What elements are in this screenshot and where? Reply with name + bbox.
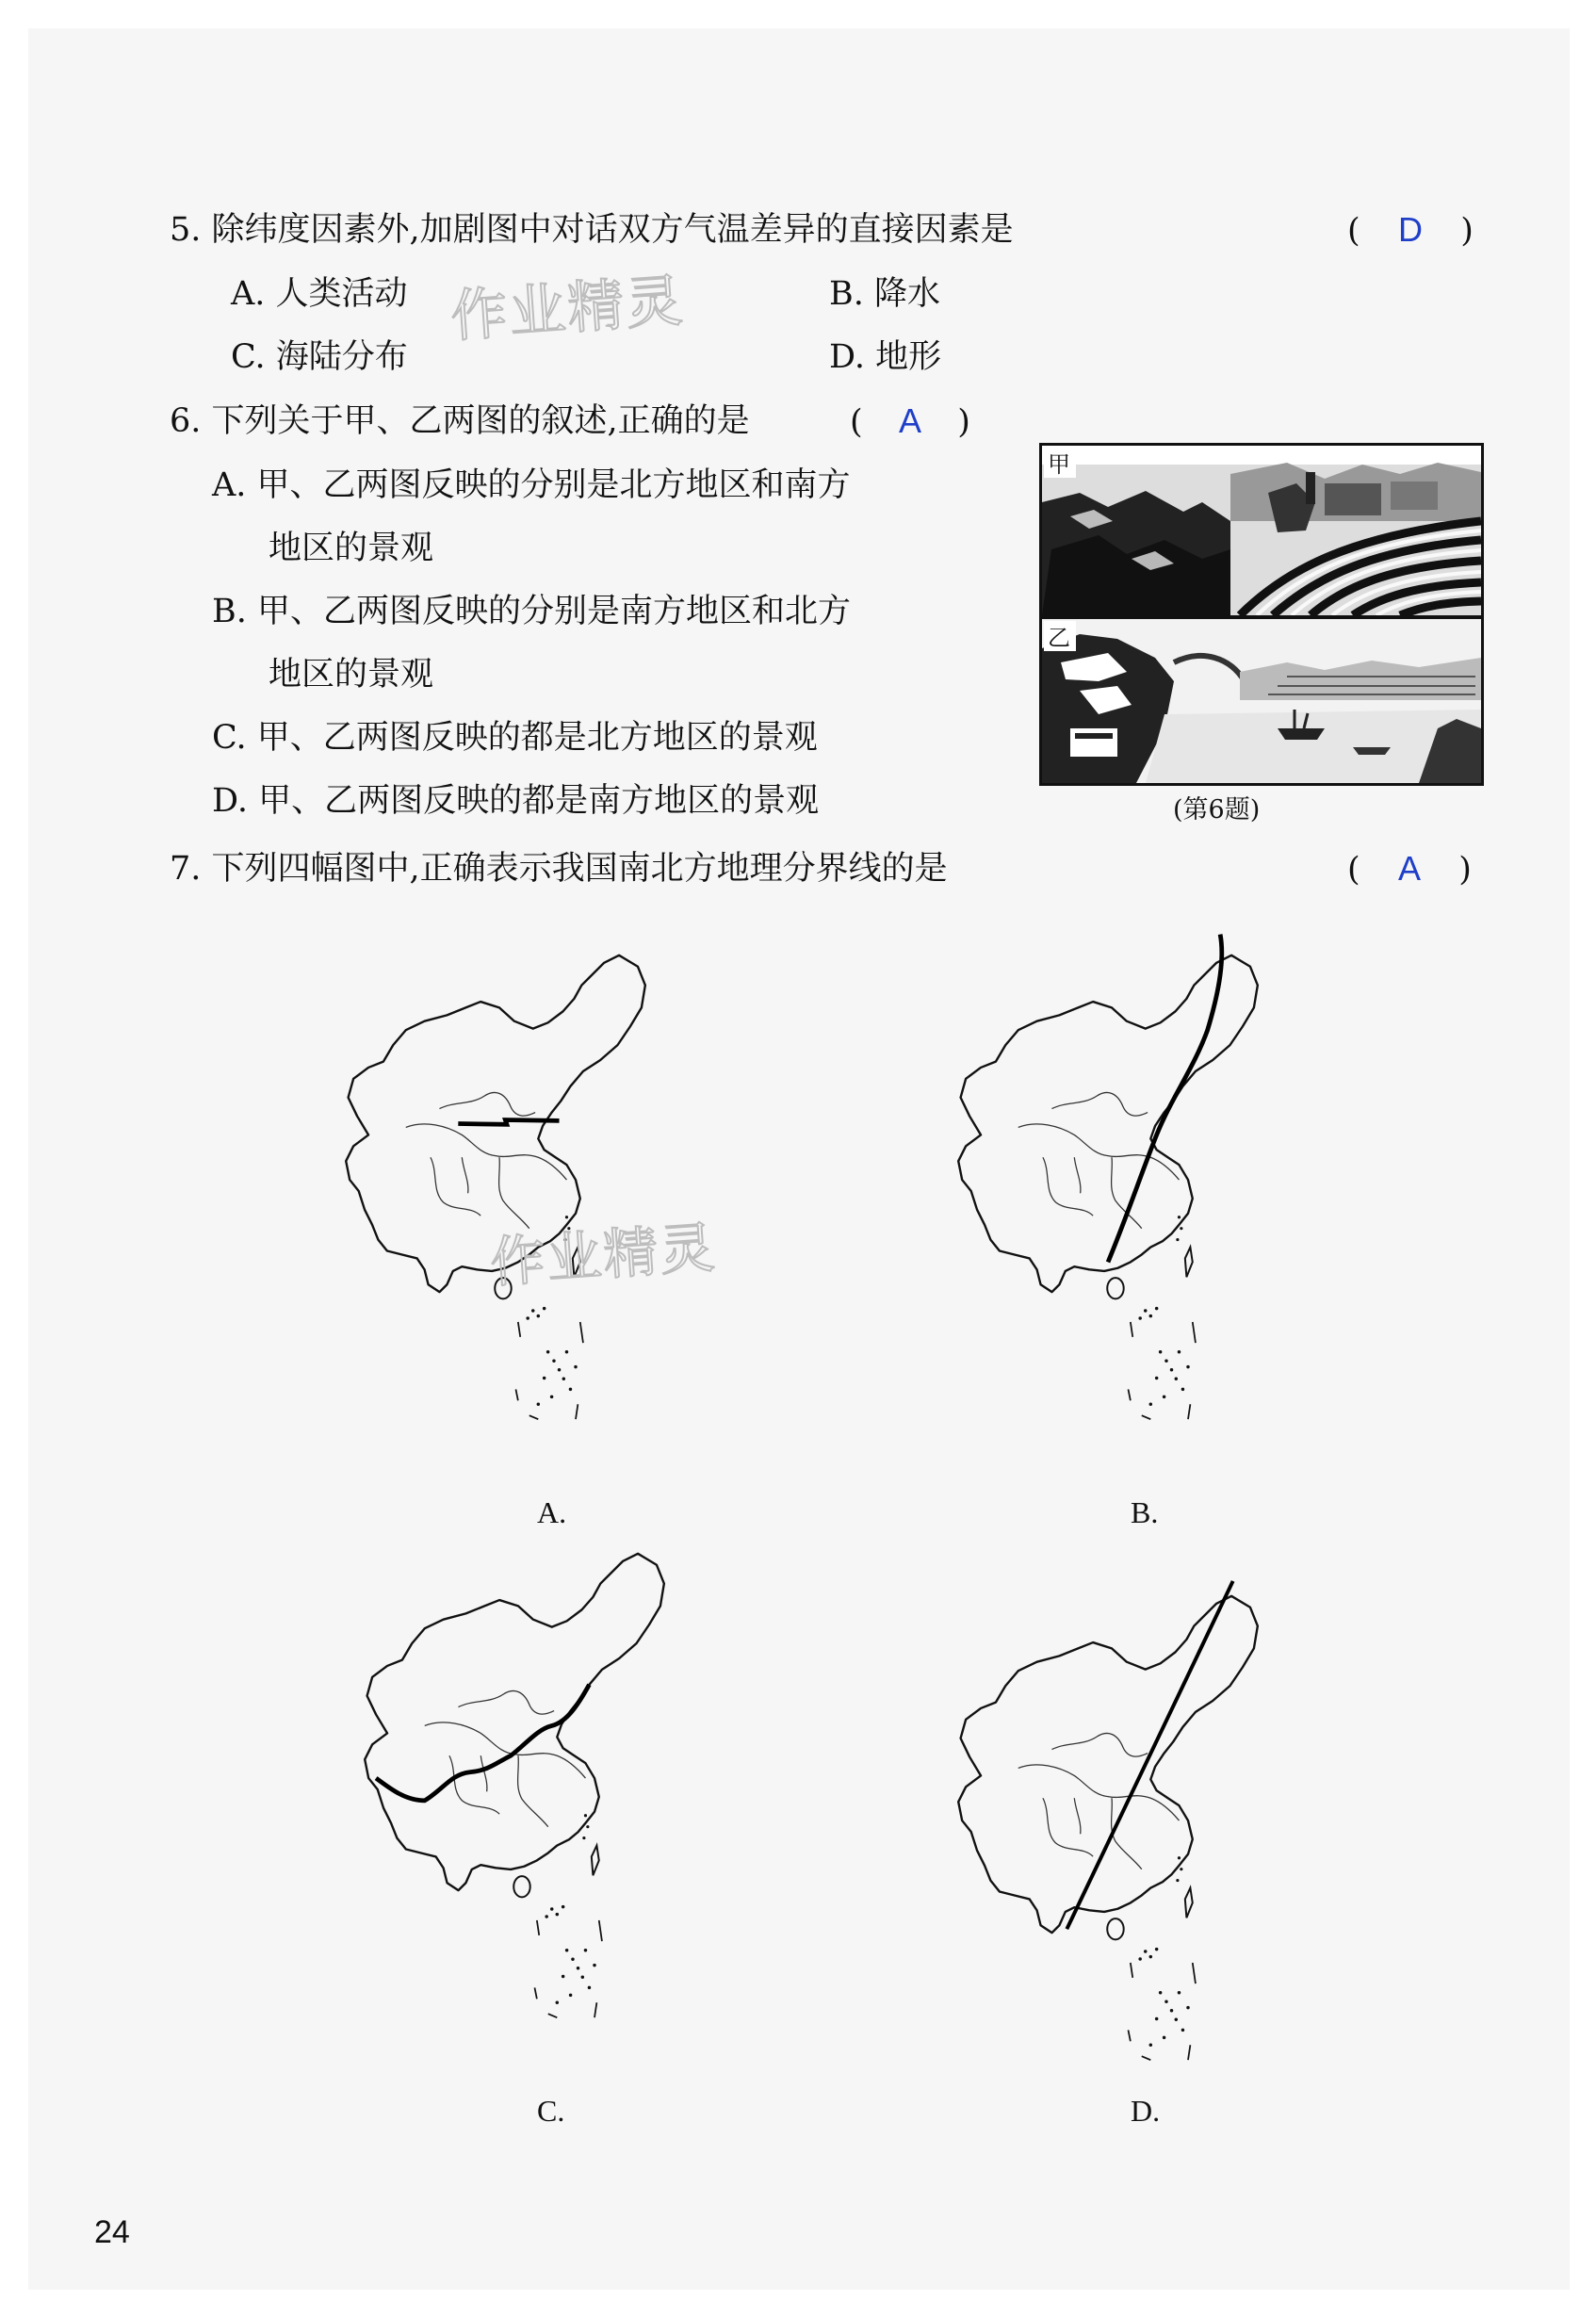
q5-paren-open: ( (1347, 212, 1360, 250)
q5-answer: D (1397, 210, 1423, 249)
watermark-middle: 作业精灵 (488, 1215, 719, 1296)
q6-answer-bracket (850, 400, 970, 443)
q7-map-c-label: C. (537, 2094, 565, 2128)
q7-map-c-boundary-line (376, 1685, 589, 1801)
q5-stem: 5. 除纬度因素外,加剧图中对话双方气温差异的直接因素是 (170, 211, 1014, 249)
q7-paren-open: ( (1347, 851, 1360, 889)
q7-map-b (904, 933, 1319, 1442)
page-number: 24 (94, 2214, 130, 2250)
watermark-top: 作业精灵 (448, 268, 687, 351)
q6-figure-label-jia: 甲 (1048, 451, 1070, 478)
q5-option-a: A. 人类活动 (231, 275, 408, 313)
q6-paren-open: ( (850, 403, 863, 441)
q5-paren-close: ) (1460, 212, 1474, 250)
q6-option-b-line2: 地区的景观 (269, 656, 434, 694)
q6-figure-caption: (第6题) (1173, 795, 1261, 824)
q5-option-b: B. 降水 (829, 275, 940, 313)
q7-map-a (292, 933, 707, 1442)
q6-stem: 6. 下列关于甲、乙两图的叙述,正确的是 (170, 402, 750, 440)
q6-option-d: D. 甲、乙两图反映的都是南方地区的景观 (212, 782, 820, 820)
q5-option-c: C. 海陆分布 (231, 338, 408, 376)
q6-option-b-line1: B. 甲、乙两图反映的分别是南方地区和北方 (212, 593, 851, 630)
q6-landscape-figure (1039, 443, 1484, 786)
workbook-page (28, 28, 1570, 2290)
q7-map-d (904, 1574, 1319, 2082)
q6-paren-close: ) (957, 403, 970, 441)
q7-answer: A (1397, 849, 1421, 888)
q7-map-b-label: B. (1131, 1495, 1159, 1529)
q7-map-d-boundary-line (1067, 1581, 1232, 1929)
q7-map-d-label: D. (1131, 2094, 1161, 2128)
q5-answer-bracket (1347, 209, 1474, 252)
q6-option-a-line1: A. 甲、乙两图反映的分别是北方地区和南方 (212, 466, 851, 504)
q6-answer: A (898, 401, 921, 440)
q6-option-c: C. 甲、乙两图反映的都是北方地区的景观 (212, 719, 818, 757)
q7-answer-bracket (1347, 848, 1472, 890)
q6-option-a-line2: 地区的景观 (269, 530, 434, 567)
q5-option-d: D. 地形 (829, 338, 942, 376)
q7-stem: 7. 下列四幅图中,正确表示我国南北方地理分界线的是 (170, 850, 948, 888)
q6-figure-label-yi: 乙 (1048, 625, 1070, 651)
q6-landscape-illustration (1042, 446, 1481, 783)
q7-map-a-label: A. (537, 1495, 567, 1529)
q7-map-b-boundary-line (1108, 935, 1222, 1263)
q7-map-c (311, 1531, 725, 2040)
q7-paren-close: ) (1458, 851, 1472, 889)
